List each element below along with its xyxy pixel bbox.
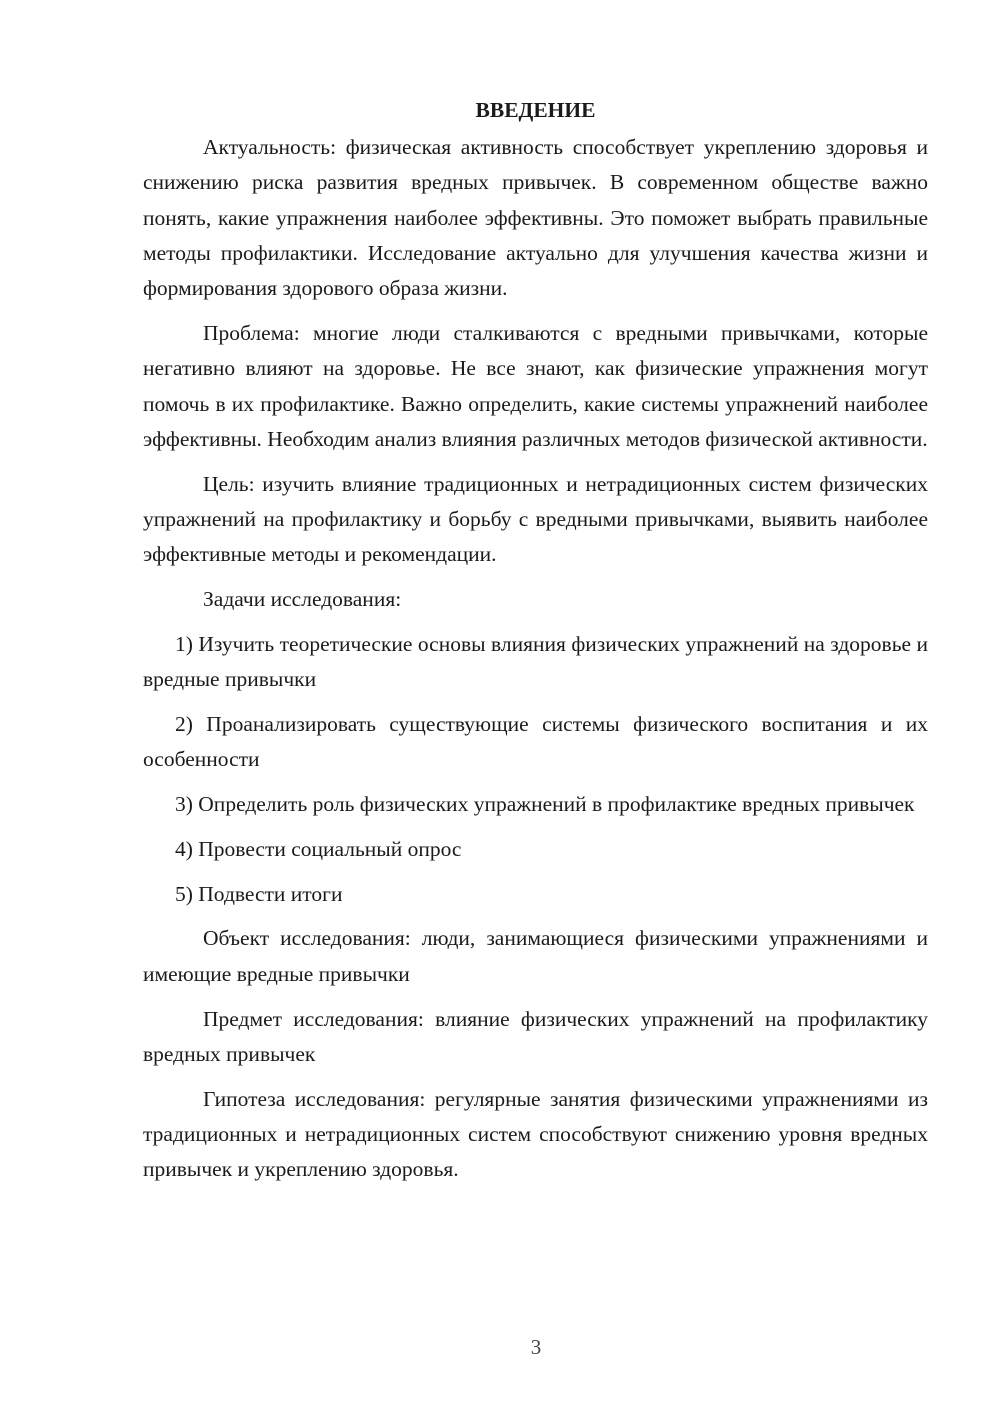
goal-paragraph: Цель: изучить влияние традиционных и нетрадиционных систем физических упражнений на профилактику и борьбу с вредными привычками, выявить наиболее эффективные методы и рекомендации. xyxy=(143,471,928,567)
hypothesis-paragraph: Гипотеза исследования: регулярные занятия физическими упражнениями из традиционных и нетрадиционных систем способствуют снижению уровня вредных привычек и укреплению здоровья. xyxy=(143,1086,928,1182)
task-item: 3) Определить роль физических упражнений в профилактике вредных привычек xyxy=(175,792,915,817)
document-page xyxy=(143,90,928,1197)
task-item: 5) Подвести итоги xyxy=(175,881,343,906)
page-title: ВВЕДЕНИЕ xyxy=(475,98,596,122)
problem-paragraph: Проблема: многие люди сталкиваются с вредными привычками, которые негативно влияют на здоровье. Не все знают, как физические упражнения могут помочь в их профилактике. Важно определить, какие системы упражнений наиболее эффективны. Необходим анализ влияния различных методов физической активности. xyxy=(143,320,928,451)
subject-paragraph: Предмет исследования: влияние физических упражнений на профилактику вредных привычек xyxy=(143,1006,928,1066)
relevance-paragraph: Актуальность: физическая активность способствует укреплению здоровья и снижению риска развития вредных привычек. В современном обществе важно понять, какие упражнения наиболее эффективны. Это поможет выбрать правильные методы профилактики. Исследование актуально для улучшения качества жизни и формирования здорового образа жизни. xyxy=(143,135,928,301)
page-number: 3 xyxy=(530,1335,542,1359)
task-item: 1) Изучить теоретические основы влияния физических упражнений на здоровье и вредные привычки xyxy=(143,631,928,692)
tasks-heading: Задачи исследования: xyxy=(203,587,402,612)
task-item: 2) Проанализировать существующие системы физического воспитания и их особенности xyxy=(143,711,928,772)
task-item: 4) Провести социальный опрос xyxy=(175,836,462,861)
object-paragraph: Объект исследования: люди, занимающиеся физическими упражнениями и имеющие вредные привычки xyxy=(143,926,928,986)
